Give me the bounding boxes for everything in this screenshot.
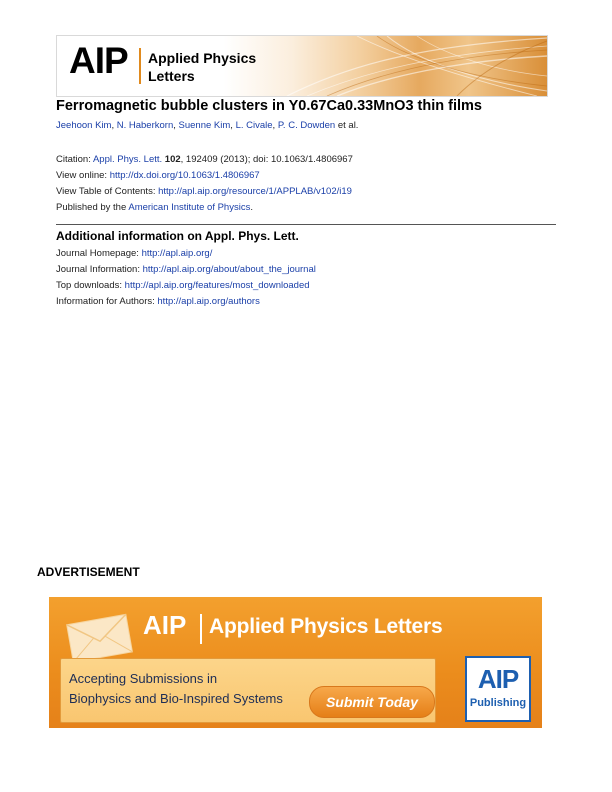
authors-suffix: et al. (335, 120, 359, 131)
journal-homepage-link[interactable]: http://apl.aip.org/ (141, 248, 213, 259)
ad-message (69, 669, 283, 709)
submit-today-button[interactable]: Submit Today (309, 686, 435, 718)
additional-info-heading: Additional information on Appl. Phys. Lett. (56, 229, 299, 243)
ad-aip-logo: AIP (143, 610, 187, 640)
publishing-logo-subtext: Publishing (469, 697, 527, 709)
advertisement-label: ADVERTISEMENT (37, 565, 140, 579)
view-online-row (56, 168, 353, 184)
author-link[interactable]: Jeehoon Kim (56, 120, 112, 131)
author-separator: , (272, 120, 278, 131)
publisher-link[interactable]: American Institute of Physics (128, 202, 251, 213)
author-link[interactable]: P. C. Dowden (277, 120, 336, 131)
top-downloads-label: Top downloads: (56, 280, 125, 291)
journal-name-line2: Letters (148, 68, 195, 84)
advertisement-banner[interactable] (49, 597, 542, 728)
journal-name-line1: Applied Physics (148, 50, 257, 66)
top-downloads-row (56, 278, 316, 294)
aip-logo: AIP (69, 40, 128, 81)
author-separator: , (111, 120, 117, 131)
logo-divider (139, 48, 141, 84)
publishing-logo-text: AIP (477, 664, 519, 694)
journal-information-label: Journal Information: (56, 264, 143, 275)
section-divider (56, 224, 556, 225)
authors-info-link[interactable]: http://apl.aip.org/authors (157, 296, 260, 307)
author-link[interactable]: Suenne Kim (178, 120, 231, 131)
toc-row (56, 184, 353, 200)
view-online-label: View online: (56, 170, 110, 181)
author-separator: , (230, 120, 236, 131)
toc-label: View Table of Contents: (56, 186, 159, 197)
authors-info-row (56, 294, 316, 310)
citation-label: Citation: (56, 154, 93, 165)
aip-publishing-logo (465, 656, 531, 722)
envelope-icon (61, 605, 141, 665)
ad-logo-divider (200, 614, 202, 644)
journal-homepage-label: Journal Homepage: (56, 248, 142, 259)
ad-journal-name: Applied Physics Letters (209, 615, 443, 638)
journal-name (148, 49, 256, 85)
authors-info-label: Information for Authors: (56, 296, 158, 307)
citation-block (56, 152, 353, 216)
ad-message-line1: Accepting Submissions in (69, 671, 218, 686)
published-label: Published by the (56, 202, 129, 213)
citation-journal-link[interactable]: Appl. Phys. Lett. (92, 154, 163, 165)
author-list (56, 120, 358, 131)
ad-message-box (60, 658, 436, 723)
author-link[interactable]: N. Haberkorn (116, 120, 174, 131)
author-separator: , (173, 120, 179, 131)
additional-info-list (56, 246, 316, 310)
journal-homepage-row (56, 246, 316, 262)
ad-message-line2: Biophysics and Bio-Inspired Systems (69, 691, 283, 706)
citation-row (56, 152, 353, 168)
published-end: . (250, 202, 253, 213)
article-title: Ferromagnetic bubble clusters in Y0.67Ca0.33MnO3 thin films (56, 98, 482, 114)
published-row (56, 200, 353, 216)
top-downloads-link[interactable]: http://apl.aip.org/features/most_downloaded (124, 280, 310, 291)
banner-streaks-graphic (57, 36, 547, 96)
journal-banner (56, 35, 548, 97)
citation-volume: 102 (164, 154, 181, 165)
journal-information-link[interactable]: http://apl.aip.org/about/about_the_journal (142, 264, 316, 275)
journal-information-row (56, 262, 316, 278)
author-link[interactable]: L. Civale (235, 120, 273, 131)
view-online-link[interactable]: http://dx.doi.org/10.1063/1.4806967 (109, 170, 260, 181)
citation-details: , 192409 (2013); doi: 10.1063/1.4806967 (180, 154, 353, 165)
toc-link[interactable]: http://apl.aip.org/resource/1/APPLAB/v102/i19 (158, 186, 352, 197)
